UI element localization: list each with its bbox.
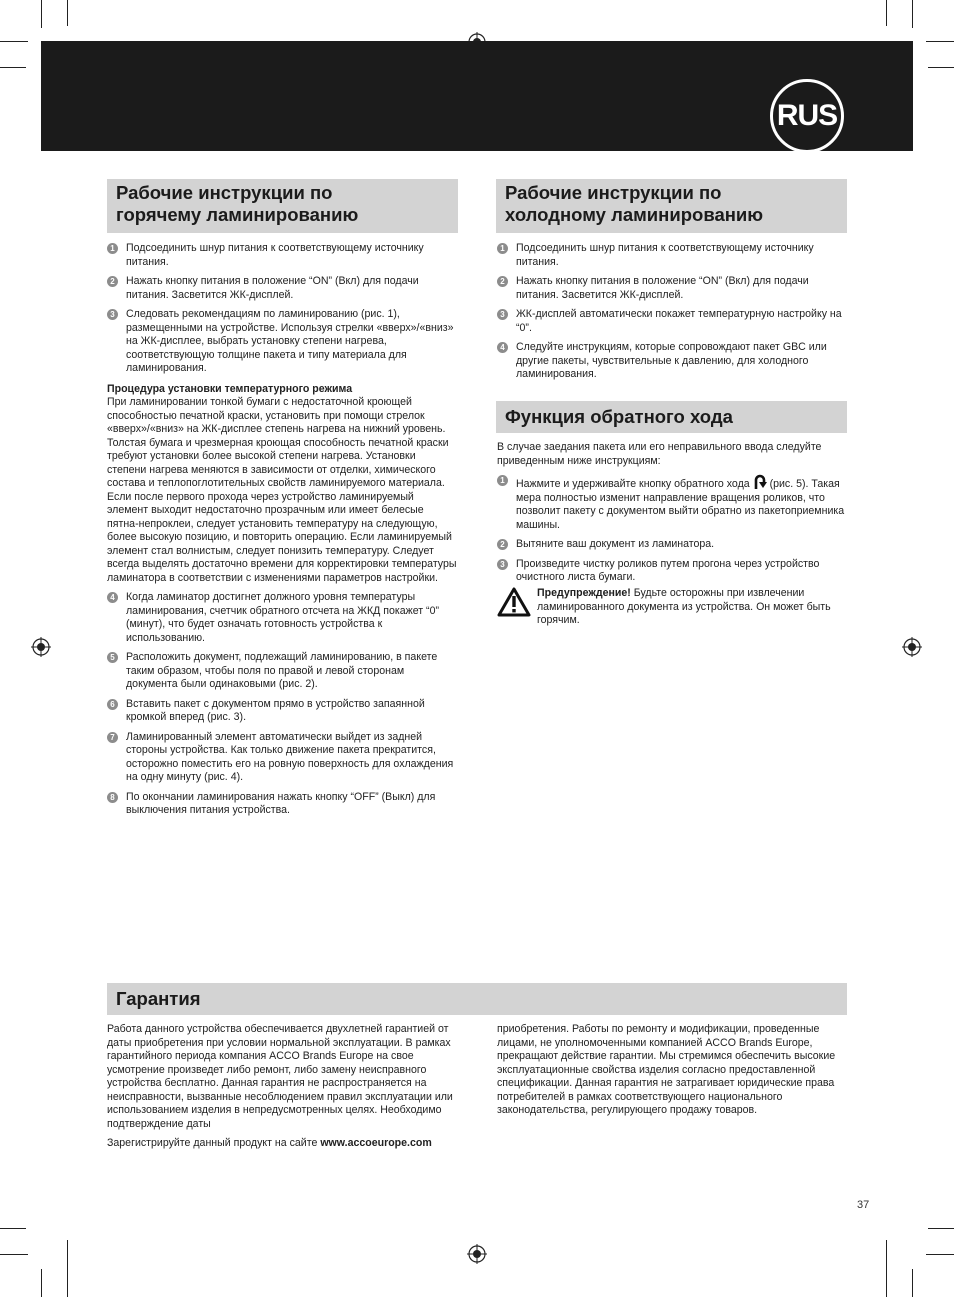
step-text: ЖК-дисплей автоматически покажет температурную настройку на “0”. (516, 308, 842, 334)
warning-block (497, 587, 847, 628)
list-item (107, 275, 457, 302)
step-text: Подсоединить шнур питания к соответствующему источнику питания. (516, 242, 814, 268)
step-text-after-icon: (рис. 5). Такая мера полностью изменит направление вращения роликов, что позволит пакету с документом выйти обратно из пакетоприемника машины. (516, 478, 845, 531)
step-text: Нажать кнопку питания в положение “ON” (Вкл) для подачи питания. Засветится ЖК-дисплей. (126, 275, 419, 301)
crop-mark (0, 1254, 28, 1255)
warning-triangle-icon (497, 587, 531, 617)
step-number: 4 (497, 342, 508, 353)
reverse-function-body (497, 441, 847, 591)
register-text: Зарегистрируйте данный продукт на сайте (107, 1137, 318, 1149)
hot-title-line2: горячему ламинированию (116, 204, 359, 225)
hot-lamination-body (107, 242, 457, 824)
reverse-title: Функция обратного хода (505, 406, 733, 427)
step-text: Нажать кнопку питания в положение “ON” (Вкл) для подачи питания. Засветится ЖК-дисплей. (516, 275, 809, 301)
page-number: 37 (857, 1199, 870, 1211)
step-text: По окончании ламинирования нажать кнопку “OFF” (Выкл) для выключения питания устройства. (126, 790, 436, 816)
warranty-left-column (107, 1023, 457, 1151)
crop-mark (912, 1269, 913, 1297)
step-number: 3 (107, 309, 118, 320)
reverse-arrow-icon (753, 474, 767, 490)
warranty-text-left: Работа данного устройства обеспечивается двухлетней гарантией от даты приобретения при условии нормальной эксплуатации. В рамках гарантийного периода компания ACCO Brands Europe на свое усмотрение произведет либо ремонт, либо замену неисправного устройства бесплатно. Данная гарантия не распространяется на неисправности, вызванные несоблюдением правил эксплуатации или использованием изделия в непредусмотренных целях. Необходимо подтверждение даты (107, 1023, 453, 1130)
step-number: 1 (107, 243, 118, 254)
crop-mark (886, 1240, 887, 1297)
list-item (497, 341, 847, 382)
cold-lamination-heading (496, 179, 847, 233)
step-number: 2 (107, 276, 118, 287)
cold-title-line2: холодному ламинированию (505, 204, 764, 225)
list-item (107, 651, 457, 692)
reverse-intro: В случае заедания пакета или его неправильного ввода следуйте приведенным ниже инструкциям: (497, 441, 822, 467)
hot-title-line1: Рабочие инструкции по (116, 182, 333, 203)
step-number: 1 (497, 475, 508, 486)
hot-lamination-heading (107, 179, 458, 233)
registration-mark-icon (31, 637, 51, 657)
register-line (107, 1137, 457, 1151)
cold-lamination-body (497, 242, 847, 388)
hot-steps-list-b (107, 591, 457, 818)
list-item (497, 538, 847, 552)
list-item (107, 242, 457, 269)
step-number: 6 (107, 699, 118, 710)
step-text: Произведите чистку роликов путем прогона через устройство очистного листа бумаги. (516, 557, 820, 583)
procedure-text: При ламинировании тонкой бумаги с недостаточной кроющей способностью печатной краски, установить при помощи стрелок «вверх»/«вниз» на ЖК-дисплее степень нагрева на нижний уровень. Толстая бумага и чрезмерная кроющая способность печатной краски требуют установки более высокой степени нагрева. Установки степени нагрева меняются в зависимости от отделки, химического состава и теплопоглотительных свойств ламинируемого материала. Если после первого прохода через устройство ламинируемый элемент выходит недостаточно прозрачным или имеет белесые пятна-непроклеи, следует установить температуру на следующую, более высокую позицию, и повторить операцию. Если ламинируемый элемент стал волнистым, следует понизить температуру. Следует всегда выделять достаточно времени для корректировки температуры ламинатора в соответствии с изменениями параметров настройки. (107, 396, 457, 584)
list-item (107, 731, 457, 785)
crop-mark (928, 1228, 954, 1229)
crop-mark (0, 41, 28, 42)
list-item (107, 308, 457, 376)
step-text: Когда ламинатор достигнет должного уровня температуры ламинирования, счетчик обратного отсчета на ЖКД покажет “0” (минут), что будет означать готовность устройства к использованию. (126, 591, 440, 644)
warranty-right-column (497, 1023, 842, 1118)
warning-text (537, 587, 847, 628)
procedure-title: Процедура установки температурного режима (107, 382, 353, 395)
list-item (497, 308, 847, 335)
list-item (107, 791, 457, 818)
step-text: Вытяните ваш документ из ламинатора. (516, 538, 715, 550)
reverse-steps-list (497, 474, 847, 585)
registration-mark-icon (467, 1244, 487, 1264)
hot-steps-list-a (107, 242, 457, 376)
language-badge: RUS (770, 79, 844, 153)
crop-mark (67, 0, 68, 26)
register-url-link[interactable]: www.accoeurope.com (320, 1137, 432, 1149)
crop-mark (0, 1228, 26, 1229)
crop-mark (41, 0, 42, 28)
step-number: 4 (107, 592, 118, 603)
registration-mark-icon (902, 637, 922, 657)
step-number: 7 (107, 732, 118, 743)
crop-mark (0, 67, 26, 68)
list-item (497, 275, 847, 302)
warning-body: Будьте осторожны при извлечении ламинированного документа из устройства. Он может быть горячим. (537, 587, 831, 626)
step-text: Ламинированный элемент автоматически выйдет из задней стороны устройства. Как только движение пакета прекратится, осторожно поместить его на ровную поверхность для охлаждения на одну минуту (рис. 4). (126, 730, 454, 783)
warranty-heading (107, 983, 847, 1015)
warning-label: Предупреждение! (537, 587, 631, 599)
list-item (497, 242, 847, 269)
crop-mark (926, 1254, 954, 1255)
step-number: 5 (107, 652, 118, 663)
list-item (497, 474, 847, 532)
cold-title-line1: Рабочие инструкции по (505, 182, 722, 203)
crop-mark (912, 0, 913, 28)
step-text: Расположить документ, подлежащий ламинированию, в пакете таким образом, чтобы поля по правой и левой сторонам документа были одинаковыми (рис. 2). (126, 651, 438, 690)
list-item (497, 558, 847, 585)
step-number: 2 (497, 276, 508, 287)
crop-mark (67, 1240, 68, 1297)
step-number: 3 (497, 309, 508, 320)
warranty-text-right: приобретения. Работы по ремонту и модификации, проведенные лицами, не уполномоченными компанией ACCO Brands Europe, прекращают действие гарантии. Мы стремимся обеспечить высокие эксплуатационные свойства изделия согласно предоставленной спецификации. Данная гарантия не затрагивает юридические права потребителей в рамках соответствующего национального законодательства, регулирующего продажу товаров. (497, 1023, 836, 1116)
step-number: 1 (497, 243, 508, 254)
crop-mark (886, 0, 887, 26)
step-number: 2 (497, 539, 508, 550)
step-text: Следуйте инструкциям, которые сопровождают пакет GBC или другие пакеты, чувствительные к давлению, для холодного ламинирования. (516, 341, 827, 380)
warranty-title: Гарантия (116, 988, 201, 1009)
step-number: 8 (107, 792, 118, 803)
step-number: 3 (497, 559, 508, 570)
reverse-function-heading (496, 401, 847, 433)
step-text: Подсоединить шнур питания к соответствующему источнику питания. (126, 242, 424, 268)
step-text: Следовать рекомендациям по ламинированию (рис. 1), размещенными на устройстве. Используя стрелки «вверх»/«вниз» на ЖК-дисплее, выбрать установку степени нагрева, соответствующую толщине пакета и типу материала для ламинирования. (126, 308, 454, 374)
crop-mark (41, 1269, 42, 1297)
crop-mark (926, 41, 954, 42)
step-text-before-icon: Нажмите и удерживайте кнопку обратного хода (516, 478, 750, 490)
list-item (107, 698, 457, 725)
list-item (107, 591, 457, 645)
step-text: Вставить пакет с документом прямо в устройство запаянной кромкой вперед (рис. 3). (126, 697, 425, 723)
cold-steps-list (497, 242, 847, 382)
crop-mark (928, 67, 954, 68)
